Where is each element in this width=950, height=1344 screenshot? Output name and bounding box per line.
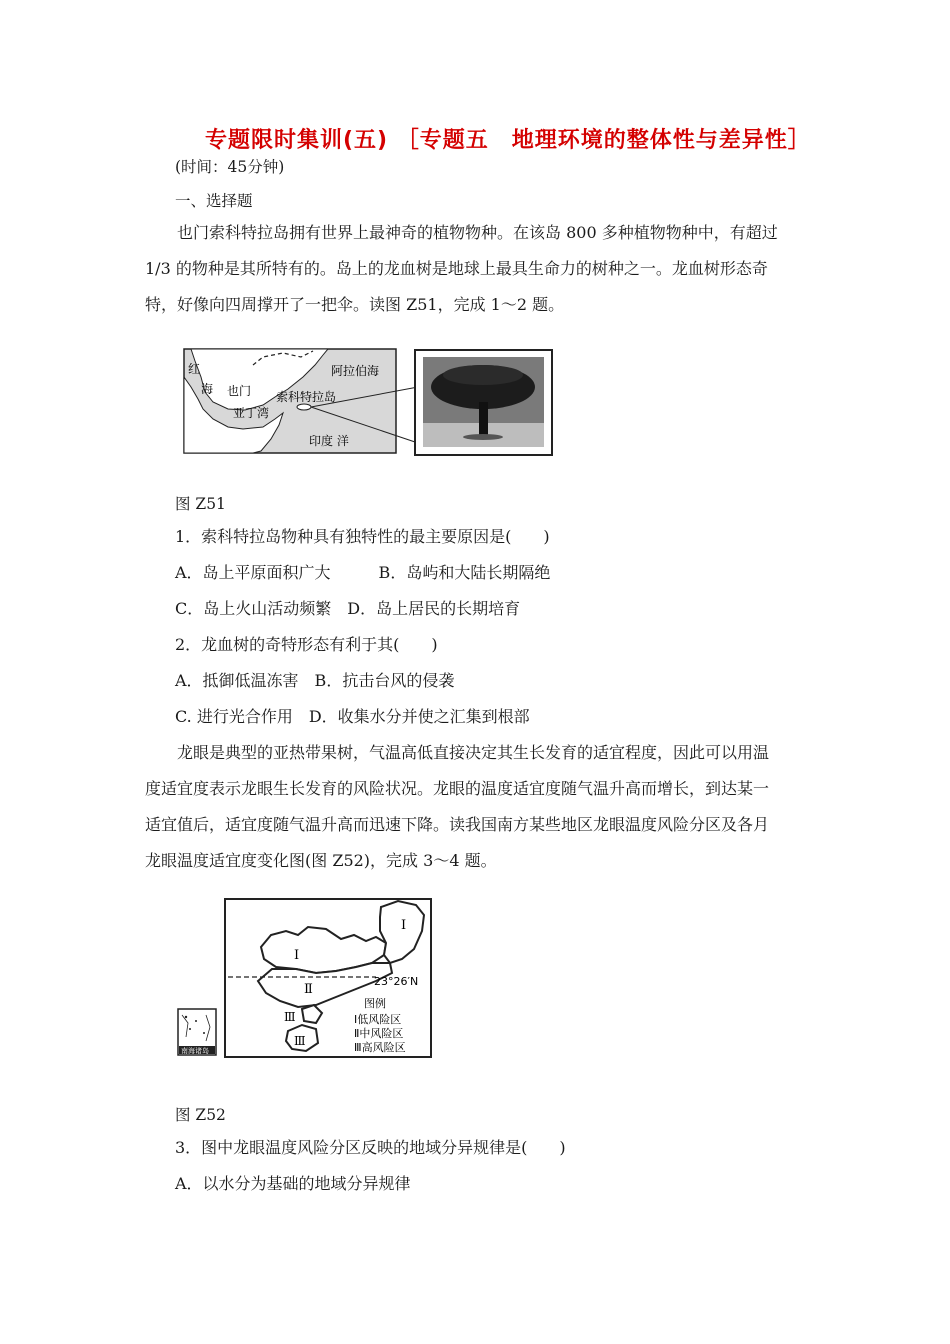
zone-label: Ⅱ: [304, 982, 313, 997]
yemen-label: 也门: [227, 384, 252, 398]
figure-caption: 图 Z52: [175, 1106, 226, 1124]
questions-block-1: [175, 519, 815, 735]
red-sea-label-2: 海: [201, 382, 214, 396]
intro-paragraph-1: [145, 215, 805, 323]
text-line: 1/3 的物种是其所特有的。岛上的龙血树是地球上最具生命力的树种之一。龙血树形态奇: [145, 259, 768, 278]
text-line: 特，好像向四周撑开了一把伞。读图 Z51，完成 1～2 题。: [145, 295, 565, 314]
intro-paragraph-2: [145, 735, 805, 879]
question-line: 2．龙血树的奇特形态有利于其( ): [175, 635, 438, 654]
option-line: C. 进行光合作用 D．收集水分并使之汇集到根部: [175, 707, 530, 726]
option-line: C．岛上火山活动频繁 D．岛上居民的长期培育: [175, 599, 521, 618]
indian-ocean-label: 印度 洋: [309, 434, 349, 448]
zone-label: Ⅲ: [284, 1010, 296, 1024]
option-line: A．抵御低温冻害 B．抗击台风的侵袭: [175, 671, 455, 690]
text-line: 龙眼是典型的亚热带果树，气温高低直接决定其生长发育的适宜程度，因此可以用温: [177, 743, 770, 762]
section-heading: 一、选择题: [175, 192, 253, 210]
question-line: 1．索科特拉岛物种具有独特性的最主要原因是( ): [175, 527, 550, 546]
legend-item: Ⅰ低风险区: [354, 1013, 402, 1026]
socotra-island: [297, 404, 311, 410]
gulf-aden-label: 亚丁湾: [233, 406, 270, 420]
arabian-sea-label: 阿拉伯海: [331, 364, 380, 378]
questions-block-2: [175, 1130, 815, 1202]
option-line: A．以水分为基础的地域分异规律: [175, 1174, 411, 1193]
question-line: 3．图中龙眼温度风险分区反映的地域分异规律是( ): [175, 1138, 566, 1157]
figure-caption: 图 Z51: [175, 495, 226, 513]
text-line: 龙眼温度适宜度变化图(图 Z52)，完成 3～4 题。: [145, 851, 497, 870]
zone-label: Ⅰ: [401, 918, 407, 933]
legend-title: 图例: [364, 997, 386, 1010]
text-line: 也门索科特拉岛拥有世界上最神奇的植物物种。在该岛 800 多种植物物种中，有超过: [177, 223, 778, 242]
legend-item: Ⅲ高风险区: [354, 1041, 406, 1054]
page-title: 专题限时集训(五) ［专题五 地理环境的整体性与差异性］: [205, 128, 811, 153]
figure-z51: [183, 347, 555, 459]
socotra-label: 索科特拉岛: [276, 390, 337, 404]
option-line: A．岛上平原面积广大 B．岛屿和大陆长期隔绝: [175, 563, 551, 582]
text-line: 适宜值后，适宜度随气温升高而迅速下降。读我国南方某些地区龙眼温度风险分区及各月: [145, 815, 770, 834]
text-line: 度适宜度表示龙眼生长发育的风险状况。龙眼的温度适宜度随气温升高而增长，到达某一: [145, 779, 770, 798]
red-sea-label-1: 红: [188, 362, 201, 376]
zone-label: Ⅰ: [294, 948, 300, 963]
time-note: (时间：45分钟): [175, 158, 285, 176]
latitude-label: 23°26′N: [374, 975, 419, 988]
figure-z52: [176, 897, 434, 1059]
inset-label: 南海诸岛: [181, 1047, 209, 1055]
zone-label: Ⅲ: [294, 1034, 306, 1048]
legend-item: Ⅱ中风险区: [354, 1027, 404, 1040]
